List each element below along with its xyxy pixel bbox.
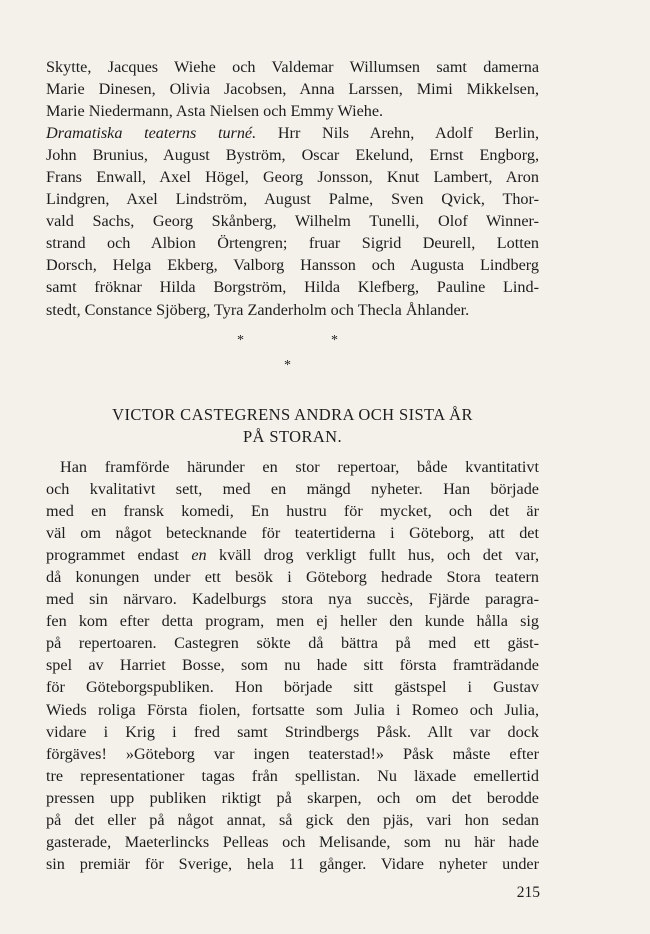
italic-word: en: [191, 546, 207, 565]
heading-line: PÅ STORAN.: [242, 427, 343, 446]
text-line: gasterade, Maeterlincks Pelleas och Melisande, som nu här hade: [46, 832, 539, 851]
paragraph-continuation: [46, 56, 539, 321]
text-line: vald Sachs, Georg Skånberg, Wilhelm Tunelli, Olof Winner-: [46, 212, 539, 231]
text-line: väl om något betecknande för teatertiderna i Göteborg, att det: [46, 524, 539, 543]
text-line: stedt, Constance Sjöberg, Tyra Zanderholm och Thecla Åhlander.: [46, 300, 470, 319]
text-line: Marie Niedermann, Asta Nielsen och Emmy Wiehe.: [46, 102, 384, 121]
italic-lead: Dramatiska teaterns turné.: [46, 124, 257, 143]
text-line: Marie Dinesen, Olivia Jacobsen, Anna Larssen, Mimi Mikkelsen,: [46, 80, 539, 99]
text-line: sin premiär för Sverige, hela 11 gånger. Vidare nyheter under: [46, 854, 539, 873]
text-line: med sin närvaro. Kadelburgs stora nya succès, Fjärde paragra-: [46, 590, 539, 609]
text-line: Lindgren, Axel Lindström, August Palme, Sven Qvick, Thor-: [46, 190, 539, 209]
text-fragment: Hrr Nils Arehn, Adolf Berlin,: [277, 124, 540, 143]
text-line-with-italic: [46, 544, 539, 566]
text-line: och kvalitativt sett, med en mängd nyheter. Han började: [46, 480, 539, 499]
text-line: Skytte, Jacques Wiehe och Valdemar Willumsen samt damerna: [46, 58, 539, 76]
text-line: vidare i Krig i fred samt Strindbergs Påsk. Allt var dock: [46, 722, 539, 741]
text-fragment: kväll drog verkligt fullt hus, och det var,: [219, 546, 540, 565]
text-line-with-italic: [46, 122, 539, 144]
text-line: strand och Albion Örtengren; fruar Sigrid Deurell, Lotten: [46, 234, 539, 253]
text-line: Frans Enwall, Axel Högel, Georg Jonsson, Knut Lambert, Aron: [46, 168, 539, 187]
text-line: med en fransk komedi, En hustru för mycket, och det är: [46, 502, 539, 521]
text-line: pressen upp publiken riktigt på skarpen, och om det berodde: [46, 788, 539, 807]
asterisk-mark: *: [237, 333, 244, 348]
text-line: fen kom efter detta program, men ej heller den kunde hålla sig: [46, 612, 539, 631]
text-line: John Brunius, August Byström, Oscar Ekelund, Ernst Engborg,: [46, 146, 539, 165]
text-line: Dorsch, Helga Ekberg, Valborg Hansson och Augusta Lindberg: [46, 256, 539, 275]
section-separator: [0, 333, 650, 373]
text-line: på det eller på något annat, så gick den pjäs, vari hon sedan: [46, 810, 539, 829]
asterisk-mark: *: [284, 358, 291, 373]
paragraph-main: [46, 456, 539, 875]
asterisk-mark: *: [331, 333, 338, 348]
text-line: samt fröknar Hilda Borgström, Hilda Klefberg, Pauline Lind-: [46, 278, 539, 297]
text-line: för Göteborgspubliken. Hon började sitt gästspel i Gustav: [46, 678, 539, 697]
text-line: tre representationer tagas från spellistan. Nu läxade emellertid: [46, 766, 539, 785]
page-number: 215: [516, 884, 540, 901]
heading-line: VICTOR CASTEGRENS ANDRA OCH SISTA ÅR: [112, 405, 473, 424]
text-line: förgäves! »Göteborg var ingen teaterstad!» Påsk måste efter: [46, 744, 539, 763]
text-line: Wieds roliga Första fiolen, fortsatte som Julia i Romeo och Julia,: [46, 700, 539, 719]
text-line: på repertoaren. Castegren sökte då bättra på med ett gäst-: [46, 634, 539, 653]
section-heading: [46, 404, 539, 448]
text-line: spel av Harriet Bosse, som nu hade sitt första framträdande: [46, 656, 539, 675]
text-line: då konungen under ett besök i Göteborg hedrade Stora teatern: [46, 568, 539, 587]
text-fragment: programmet endast: [46, 546, 179, 565]
text-line: Han framförde härunder en stor repertoar, både kvantitativt: [60, 458, 539, 476]
